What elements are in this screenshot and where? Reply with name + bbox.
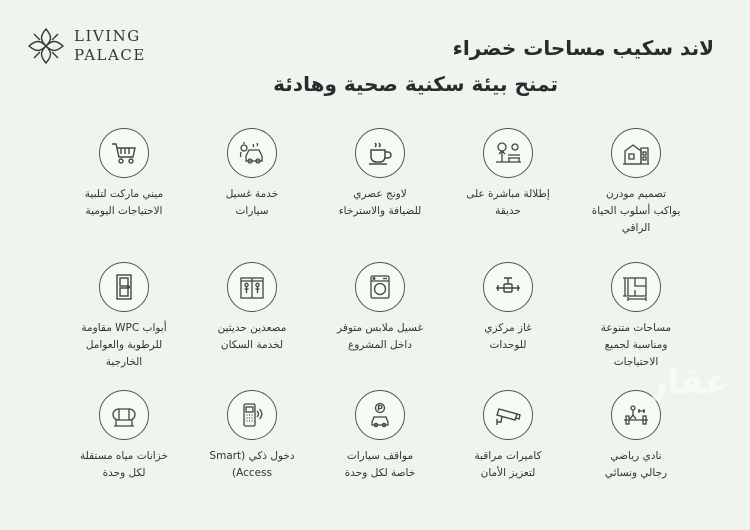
car-wash-icon [227, 128, 277, 178]
feature-smart-access [188, 390, 316, 482]
brand-logo [26, 26, 146, 66]
features-grid [60, 128, 700, 498]
feature-label: مصعدين حديثين لخدمة السكان [217, 322, 287, 351]
feature-label: نادي رياضي رجالي ونسائي [604, 450, 668, 479]
brand-line-2: PALACE [74, 46, 146, 64]
feature-car-wash [188, 128, 316, 220]
garden-view-icon [483, 128, 533, 178]
feature-label: أبواب WPC مقاومة للرطوبة والعوامل الخارجية [81, 322, 167, 368]
washing-machine-icon [355, 262, 405, 312]
headline-line-2: تمنح بيئة سكنية صحية وهادئة [273, 72, 558, 96]
headline-line-1: لاند سكيب مساحات خضراء [452, 36, 714, 60]
feature-label: إطلالة مباشرة على حديقة [466, 188, 550, 217]
feature-parking [316, 390, 444, 482]
feature-elevators [188, 262, 316, 354]
feature-label: خزانات مياه مستقلة لكل وحدة [80, 450, 168, 479]
feature-label: مساحات متنوعة ومناسبة لجميع الاحتياجات [600, 322, 672, 368]
security-camera-icon [483, 390, 533, 440]
feature-mini-market [60, 128, 188, 220]
feature-label: خدمة غسيل سيارات [225, 188, 279, 217]
logo-ornament-icon [26, 26, 66, 66]
smart-lock-icon [227, 390, 277, 440]
elevator-icon [227, 262, 277, 312]
feature-label: ميني ماركت لتلبية الاحتياجات اليومية [84, 188, 164, 217]
feature-laundry [316, 262, 444, 354]
feature-varied-spaces [572, 262, 700, 371]
feature-label: لاونج عصري للضيافة والاسترخاء [338, 188, 422, 217]
feature-sports-club [572, 390, 700, 482]
feature-modern-design [572, 128, 700, 237]
feature-security-cameras [444, 390, 572, 482]
feature-label: تصميم مودرن يواكب أسلوب الحياة الراقي [591, 188, 681, 234]
feature-label: دخول ذكي (Smart Access) [209, 450, 295, 479]
feature-lounge [316, 128, 444, 220]
feature-garden-view [444, 128, 572, 220]
floor-plan-icon [611, 262, 661, 312]
feature-water-tanks [60, 390, 188, 482]
modern-house-icon [611, 128, 661, 178]
feature-wpc-doors [60, 262, 188, 371]
brand-line-1: LIVING [74, 27, 141, 45]
water-tank-icon [99, 390, 149, 440]
coffee-cup-icon [355, 128, 405, 178]
gas-pipe-icon [483, 262, 533, 312]
feature-label: غاز مركزي للوحدات [484, 322, 532, 351]
feature-label: غسيل ملابس متوفر داخل المشروع [337, 322, 423, 351]
door-icon [99, 262, 149, 312]
feature-label: مواقف سيارات خاصة لكل وحدة [344, 450, 416, 479]
feature-central-gas [444, 262, 572, 354]
watermark: عقار [647, 362, 728, 402]
parking-icon [355, 390, 405, 440]
feature-label: كاميرات مراقبة لتعزيز الأمان [474, 450, 542, 479]
shopping-cart-icon [99, 128, 149, 178]
